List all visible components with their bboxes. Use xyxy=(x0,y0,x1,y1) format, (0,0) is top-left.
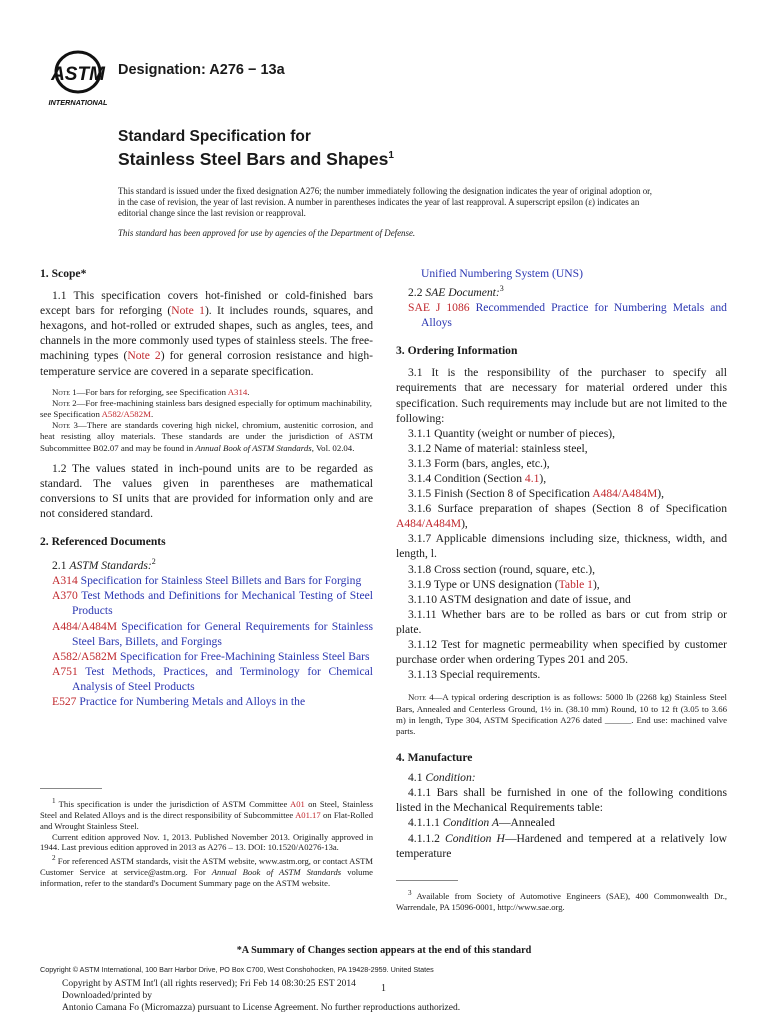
para-4-1-1: 4.1.1 Bars shall be furnished in one of the following conditions listed in the Mechanical Requirements table: xyxy=(396,786,727,815)
para-2-2: 2.2 SAE Document:$^3$ xyxy=(408,284,504,299)
footnote-1-edition: Current edition approved Nov. 1, 2013. Published November 2013. Originally approved in 1944. Last previous edition approved in 2013 as A276 – 13. DOI: 10.1520/A0276-13a. xyxy=(40,831,373,853)
a582-link[interactable]: A582/A582M xyxy=(101,409,151,420)
para-1-2: 1.2 The values stated in inch-pound units are to be regarded as standard. The values given in parentheses are mathematical conversions to SI units that are provided for information only and are not considered standard. xyxy=(40,461,373,521)
svg-text:INTERNATIONAL: INTERNATIONAL xyxy=(48,98,108,107)
reference-item[interactable]: E527 Practice for Numbering Metals and Alloys in the xyxy=(52,695,306,709)
reference-list xyxy=(52,573,373,709)
item-3-1-10: 3.1.10 ASTM designation and date of issue, and xyxy=(408,592,631,606)
para-4-1: 4.1 Condition: xyxy=(408,771,476,785)
section-1-heading: 1. Scope* xyxy=(40,267,87,280)
license-line: Antonio Camana Fo (Micromazza) pursuant to License Agreement. No further reproductions authorized. xyxy=(62,1003,461,1014)
item-3-1-7: 3.1.7 Applicable dimensions including size, thickness, width, and length, l. xyxy=(396,532,727,561)
footnote-rule xyxy=(396,880,458,881)
reference-item[interactable]: A484/A484M Specification for General Requirements for Stainless Steel Bars, Billets, and Forgings xyxy=(52,619,373,648)
reference-item[interactable]: A370 Test Methods and Definitions for Mechanical Testing of Steel Products xyxy=(52,589,373,618)
intro-text: This standard is issued under the fixed designation A276; the number immediately following the designation indicates the year of original adoption or, in the case of revision, the year of last revision. A number in parentheses indicates the year of last reapproval. A superscript epsilon (ε) indicates an editorial change since the last revision or reapproval. xyxy=(118,186,652,219)
item-3-1-8: 3.1.8 Cross section (round, square, etc.), xyxy=(408,562,596,576)
license-line: Copyright by ASTM Int'l (all rights reserved); Fri Feb 14 08:30:25 EST 2014 xyxy=(62,979,356,989)
para-3-1: 3.1 It is the responsibility of the purchaser to specify all requirements that are necessary for material ordered under this specification. Such requirements may include but are not limited to the following: xyxy=(396,366,727,425)
para-2-1: 2.1 ASTM Standards:$^2$ xyxy=(52,557,156,573)
reference-item[interactable]: A751 Test Methods, Practices, and Terminology for Chemical Analysis of Steel Products xyxy=(52,664,373,693)
item-3-1-4: 3.1.4 Condition (Section 4.1), xyxy=(408,471,547,485)
item-3-1-9: 3.1.9 Type or UNS designation (Table 1), xyxy=(408,577,600,591)
left-footnotes xyxy=(40,796,373,889)
section-4-body xyxy=(396,770,727,861)
note-2-link[interactable]: Note 2 xyxy=(127,349,161,363)
astm-logo xyxy=(44,50,112,108)
section-3-body xyxy=(396,365,727,682)
svg-text:ASTM: ASTM xyxy=(51,64,105,85)
section-2-heading: 2. Referenced Documents xyxy=(40,535,166,549)
item-3-1-13: 3.1.13 Special requirements. xyxy=(408,668,541,682)
footnote-1: $^1$ This specification is under the jurisdiction of ASTM Committee A01 on Steel, Stainless Steel and Related Alloys and is the direct responsibility of Subcommittee A01.17 on Flat-Rolled and Wrought Stainless Steel. xyxy=(40,797,373,831)
intro xyxy=(118,186,658,239)
note-1: Note 1—For bars for reforging, see Specification A314. xyxy=(52,386,250,397)
section-4-1-link[interactable]: 4.1 xyxy=(524,471,540,485)
a314-link[interactable]: A314 xyxy=(227,386,248,397)
section-3-heading: 3. Ordering Information xyxy=(396,344,518,358)
item-3-1-12: 3.1.12 Test for magnetic permeability when specified by customer purchase order when ordering Types 201 and 205. xyxy=(396,638,727,667)
uns-link[interactable]: Unified Numbering System (UNS) xyxy=(421,267,583,280)
note-1-link[interactable]: Note 1 xyxy=(171,304,205,318)
note-3: Note 3—There are standards covering high nickel, chromium, austenitic corrosion, and heat resisting alloy materials. These standards are under the jurisdiction of ASTM Subcommittee B02.07 and may be found in Annual Book of ASTM Standards, Vol. 02.04. xyxy=(40,420,373,453)
page-title xyxy=(118,127,394,169)
item-3-1-11: 3.1.11 Whether bars are to be rolled as bars or cut from strip or plate. xyxy=(396,607,727,636)
item-3-1-1: 3.1.1 Quantity (weight or number of pieces), xyxy=(408,426,616,440)
dod-approval: This standard has been approved for use by agencies of the Department of Defense. xyxy=(118,227,416,238)
item-3-1-2: 3.1.2 Name of material: stainless steel, xyxy=(408,441,588,455)
footnote-3: $^3$ Available from Society of Automotive Engineers (SAE), 400 Commonwealth Dr., Warrendale, PA 15096-0001, http://www.sae.org. xyxy=(396,889,727,912)
para-4-1-1-1: 4.1.1.1 Condition A—Annealed xyxy=(408,816,555,830)
table-1-link[interactable]: Table 1 xyxy=(558,577,593,591)
sae-reference[interactable]: SAE J 1086 Recommended Practice for Numbering Metals and Alloys xyxy=(408,301,727,330)
summary-notice: *A Summary of Changes section appears at the end of this standard xyxy=(236,945,532,956)
para-4-1-1-2: 4.1.1.2 Condition H—Hardened and tempered at a relatively low temperature xyxy=(396,831,727,860)
license-line: Downloaded/printed by xyxy=(62,991,152,1002)
item-3-1-6: 3.1.6 Surface preparation of shapes (Section 8 of Specification A484/A484M), xyxy=(396,502,727,531)
license-block xyxy=(62,978,460,1015)
reference-item[interactable]: A582/A582M Specification for Free-Machining Stainless Steel Bars xyxy=(52,649,370,663)
a01-17-link[interactable]: A01.17 xyxy=(295,809,321,820)
footnote-rule xyxy=(40,788,102,789)
footnote-2: $^2$ For referenced ASTM standards, visit the ASTM website, www.astm.org, or contact ASTM Customer Service at service@astm.org. For Annual Book of ASTM Standards volume information, refer to the standard's Document Summary page on the ASTM website. xyxy=(40,854,373,889)
a484-link[interactable]: A484/A484M xyxy=(592,487,658,501)
note-2: Note 2—For free-machining stainless bars designed especially for optimum machinability, see Specification A582/A582M. xyxy=(40,397,372,420)
right-column xyxy=(396,266,727,861)
designation: Designation: A276 − 13a xyxy=(118,62,285,78)
item-3-1-5: 3.1.5 Finish (Section 8 of Specification A484/A484M), xyxy=(408,487,665,501)
section-4-heading: 4. Manufacture xyxy=(396,751,473,765)
a01-link[interactable]: A01 xyxy=(290,798,305,809)
note-4: Note 4—A typical ordering description is as follows: 5000 lb (2268 kg) Stainless Steel Bars, Annealed and Centerless Ground, 1½ in. (38.10 mm) Round, 10 to 12 ft (3.05 to 3.66 m) in length, Type 304, ASTM Specification A276 dated ______. End use: machined valve parts. xyxy=(396,692,727,736)
a484-link[interactable]: A484/A484M xyxy=(396,517,462,531)
astm-logo-icon xyxy=(44,50,112,108)
title-line1: Standard Specification for xyxy=(118,128,311,145)
page-number: 1 xyxy=(381,983,386,994)
item-3-1-3: 3.1.3 Form (bars, angles, etc.), xyxy=(408,456,550,470)
copyright-line: Copyright © ASTM International, 100 Barr Harbor Drive, PO Box C700, West Conshohocken, PA 19428-2959. United States xyxy=(40,965,434,974)
title-line2: Stainless Steel Bars and Shapes$^1$ xyxy=(118,148,394,169)
left-column xyxy=(40,266,373,709)
para-1-1: 1.1 This specification covers hot-finished or cold-finished bars except bars for reforging (Note 1). It includes rounds, squares, and hexagons, and hot-rolled or extruded shapes, such as angles, tees, and channels in the more commonly used types of stainless steels. The free-machining types (Note 2) for general corrosion resistance and high-temperature service are covered in a separate specification. xyxy=(40,289,374,378)
reference-item[interactable]: A314 Specification for Stainless Steel Billets and Bars for Forging xyxy=(52,574,362,588)
